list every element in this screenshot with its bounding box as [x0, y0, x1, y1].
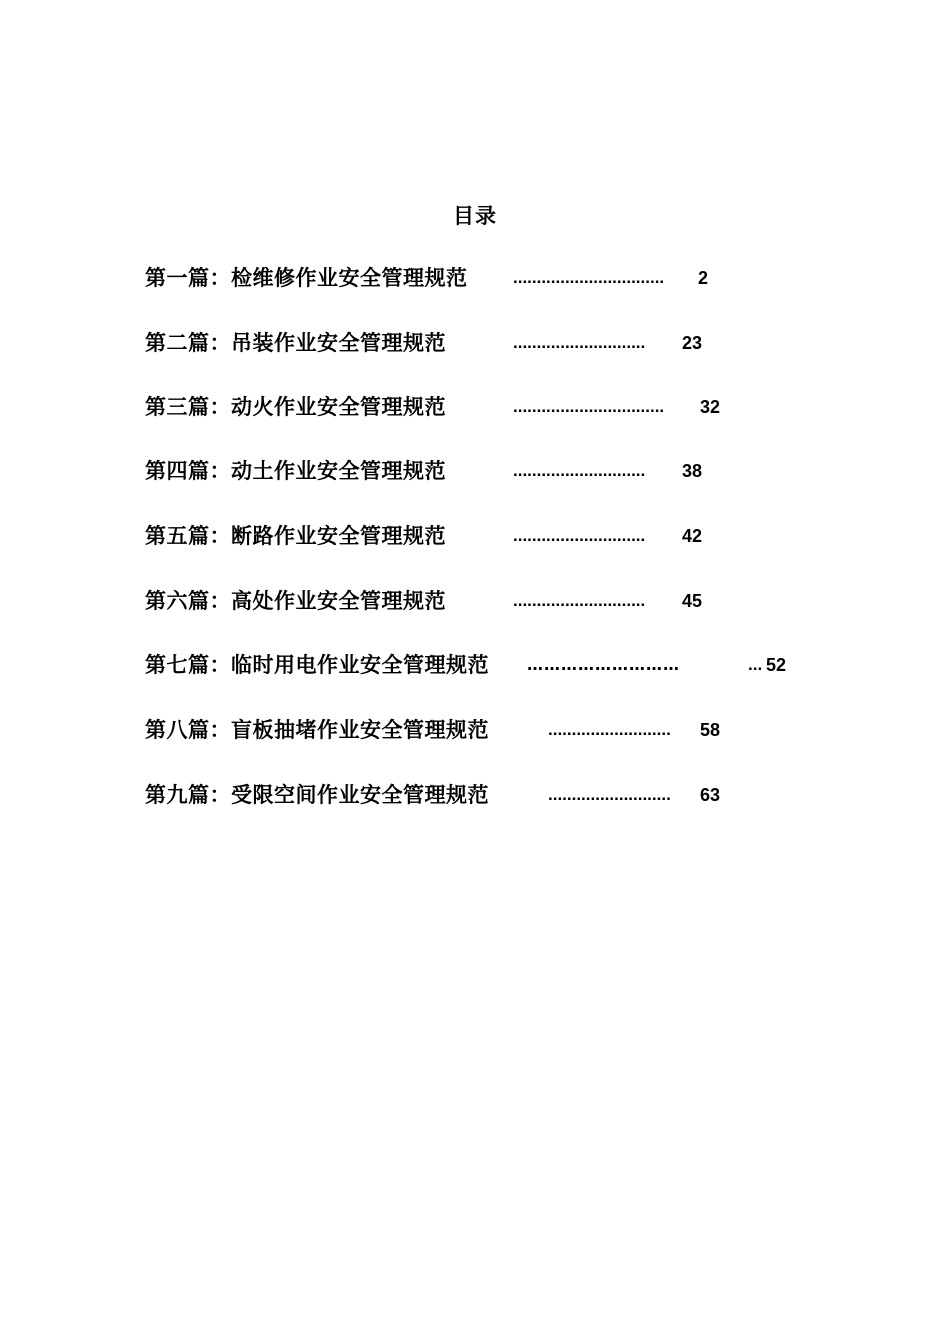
toc-entry-page: 58: [700, 720, 721, 740]
toc-entry-page: 45: [682, 591, 703, 611]
toc-entry-page: 63: [700, 785, 721, 805]
toc-title: 目录: [453, 204, 497, 228]
toc-entry-title: 第二篇：吊装作业安全管理规范: [145, 331, 446, 355]
toc-entry-leader: ............................: [513, 591, 646, 610]
toc-entry-title: 第九篇：受限空间作业安全管理规范: [145, 783, 489, 807]
toc-entry-page: 32: [700, 397, 721, 417]
toc-entry-leader: ............................: [513, 461, 646, 480]
toc-entry-page: 42: [682, 526, 703, 546]
toc-entry-leader-tail: ...: [748, 655, 763, 674]
toc-entry-title: 第六篇：高处作业安全管理规范: [145, 589, 446, 613]
toc-entry-title: 第五篇：断路作业安全管理规范: [145, 524, 446, 548]
toc-entry-leader: ..........................: [548, 785, 671, 804]
toc-entry-leader: ................................: [513, 268, 665, 287]
toc-entry-leader: ................................: [513, 397, 665, 416]
toc-entry-leader: ............................: [513, 333, 646, 352]
toc-entry-leader: ..........................: [548, 720, 671, 739]
toc-entry-page: 38: [682, 461, 703, 481]
toc-entry-title: 第一篇：检维修作业安全管理规范: [145, 266, 468, 290]
toc-entry-page: 52: [766, 655, 787, 675]
toc-entry-page: 2: [698, 268, 709, 288]
toc-entry-title: 第三篇：动火作业安全管理规范: [145, 395, 446, 419]
toc-entry-leader: ………………………: [527, 655, 680, 674]
toc-entry-title: 第七篇：临时用电作业安全管理规范: [145, 653, 489, 677]
toc-entry-title: 第八篇：盲板抽堵作业安全管理规范: [145, 718, 489, 742]
toc-entry-page: 23: [682, 333, 703, 353]
toc-entry-leader: ............................: [513, 526, 646, 545]
toc-entry-title: 第四篇：动土作业安全管理规范: [145, 459, 446, 483]
